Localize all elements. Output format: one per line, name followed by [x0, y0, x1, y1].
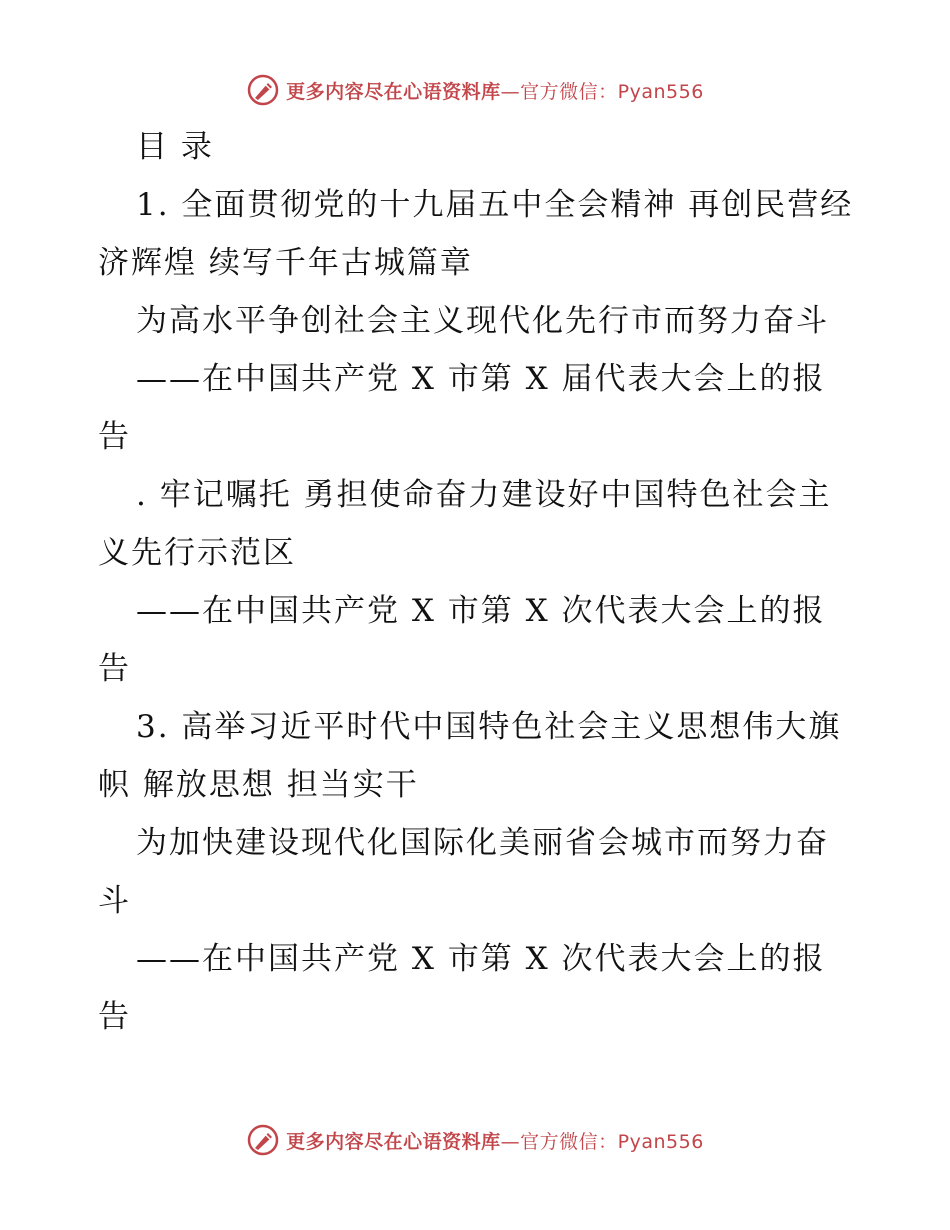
banner-main-text: 更多内容尽在心语资料库 — [286, 1130, 501, 1153]
footer-banner — [0, 1120, 950, 1160]
pen-logo-icon — [246, 1123, 280, 1157]
header-banner — [0, 70, 950, 110]
toc-line: . 牢记嘱托 勇担使命奋力建设好中国特色社会主义先行示范区 — [98, 477, 832, 571]
banner-text — [286, 1127, 704, 1154]
toc-line: 为高水平争创社会主义现代化先行市而努力奋斗 — [136, 303, 829, 339]
toc-line: 3. 高举习近平时代中国特色社会主义思想伟大旗帜 解放思想 担当实干 — [98, 709, 842, 803]
banner-main-text: 更多内容尽在心语资料库 — [286, 80, 501, 103]
pen-logo-icon — [246, 73, 280, 107]
toc-title: 目 录 — [136, 129, 214, 165]
toc-line: 1. 全面贯彻党的十九届五中全会精神 再创民营经济辉煌 续写千年古城篇章 — [98, 187, 854, 281]
toc-line: ——在中国共产党 X 市第 X 次代表大会上的报告 — [98, 941, 826, 1035]
toc-line: ——在中国共产党 X 市第 X 次代表大会上的报告 — [98, 593, 826, 687]
banner-text — [286, 77, 704, 104]
toc-line: ——在中国共产党 X 市第 X 届代表大会上的报告 — [98, 361, 826, 455]
toc-content — [98, 118, 858, 1046]
toc-line: 为加快建设现代化国际化美丽省会城市而努力奋斗 — [98, 825, 829, 919]
banner-sub-text: —官方微信：Pyan556 — [500, 80, 704, 103]
banner-sub-text: —官方微信：Pyan556 — [500, 1130, 704, 1153]
